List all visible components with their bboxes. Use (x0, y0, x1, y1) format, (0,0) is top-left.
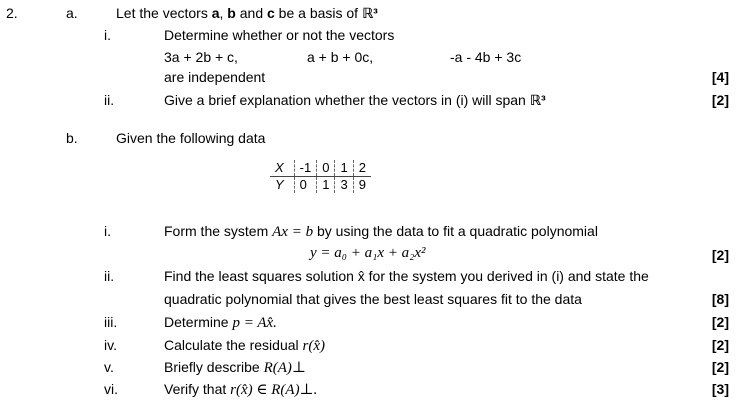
part-b-i-t2: by using the data to fit a quadratic polynomial (313, 223, 598, 239)
table-row-x (270, 160, 371, 177)
system-equation: Ax = b (272, 224, 314, 240)
part-b-i-t1: Form the system (164, 223, 273, 239)
part-b-vi-body: Verify that (164, 381, 231, 397)
part-b-ii-label: ii. (104, 268, 115, 284)
y-value: 3 (335, 177, 353, 194)
part-b-iii-label: iii. (104, 314, 118, 330)
part-a-i-text2: are independent (164, 69, 266, 85)
vector-combo-2: a + b + 0c, (307, 49, 374, 65)
marks-a-ii: [2] (711, 92, 729, 108)
vector-combo-1: 3a + 2b + c, (164, 49, 238, 65)
part-b-stem: Given the following data (116, 130, 266, 146)
part-b-v-text (164, 358, 306, 377)
part-a-ii-text (164, 91, 546, 109)
part-b-label: b. (66, 130, 78, 146)
space-r3: ℝ³ (529, 92, 546, 108)
x-value: -1 (294, 160, 317, 177)
part-b-iii-body: Determine (164, 314, 233, 330)
part-a-ii-label: ii. (104, 92, 115, 108)
membership-statement: r(x̂) ∈ R(A)⊥. (230, 382, 318, 398)
space-r3: ℝ³ (361, 5, 378, 21)
y-value: 9 (353, 177, 371, 194)
part-b-v-label: v. (104, 359, 114, 375)
part-b-iv-text (164, 336, 325, 355)
y-label: Y (275, 177, 284, 192)
data-table (270, 160, 371, 193)
part-a-label: a. (66, 5, 78, 21)
vector-c: c (267, 5, 275, 21)
x-value: 2 (353, 160, 371, 177)
vector-b: b (227, 5, 236, 21)
part-b-iv-label: iv. (104, 337, 117, 353)
question-number: 2. (6, 5, 18, 21)
part-a-stem-prefix: Let the vectors (116, 5, 212, 21)
marks-b-v: [2] (711, 359, 729, 375)
part-b-vi-label: vi. (104, 381, 118, 397)
part-a-ii-body: Give a brief explanation whether the vectors in (i) will span (164, 92, 530, 108)
vector-a: a (211, 5, 220, 21)
part-b-ii-line1: Find the least squares solution x̂ for the system you derived in (i) and state the (164, 268, 649, 284)
and-word: and (235, 5, 267, 21)
part-b-i-label: i. (104, 223, 111, 239)
table-row-y (270, 177, 371, 194)
marks-a-i: [4] (711, 69, 729, 85)
part-a-stem (116, 4, 378, 22)
residual-expression: r(x̂) (302, 338, 326, 354)
quadratic-polynomial: y = a₀ + a₁x + a₂x² (310, 245, 426, 261)
marks-b-vi: [3] (711, 381, 729, 397)
y-value: 1 (317, 177, 335, 194)
marks-b-iii: [2] (711, 314, 729, 330)
marks-b-iv: [2] (711, 337, 729, 353)
comma: , (219, 5, 228, 21)
vector-combo-3: -a - 4b + 3c (450, 49, 522, 65)
part-b-v-body: Briefly describe (164, 359, 264, 375)
part-b-vi-text (164, 380, 317, 399)
orthogonal-complement: R(A)⊥ (263, 360, 307, 376)
part-b-ii-line2: quadratic polynomial that gives the best least squares fit to the data (164, 291, 582, 307)
marks-b-ii: [8] (711, 291, 729, 307)
part-a-stem-suffix: be a basis of (274, 5, 362, 21)
y-value: 0 (294, 177, 317, 194)
projection-equation: p = Ax̂. (232, 315, 277, 331)
x-label: X (270, 160, 294, 177)
x-value: 0 (317, 160, 335, 177)
part-b-iv-body: Calculate the residual (164, 337, 303, 353)
marks-b-i: [2] (711, 247, 729, 263)
part-a-i-text: Determine whether or not the vectors (164, 27, 395, 43)
part-b-iii-text (164, 313, 277, 332)
part-b-i-text (164, 222, 598, 241)
x-value: 1 (335, 160, 353, 177)
part-a-i-label: i. (104, 27, 111, 43)
